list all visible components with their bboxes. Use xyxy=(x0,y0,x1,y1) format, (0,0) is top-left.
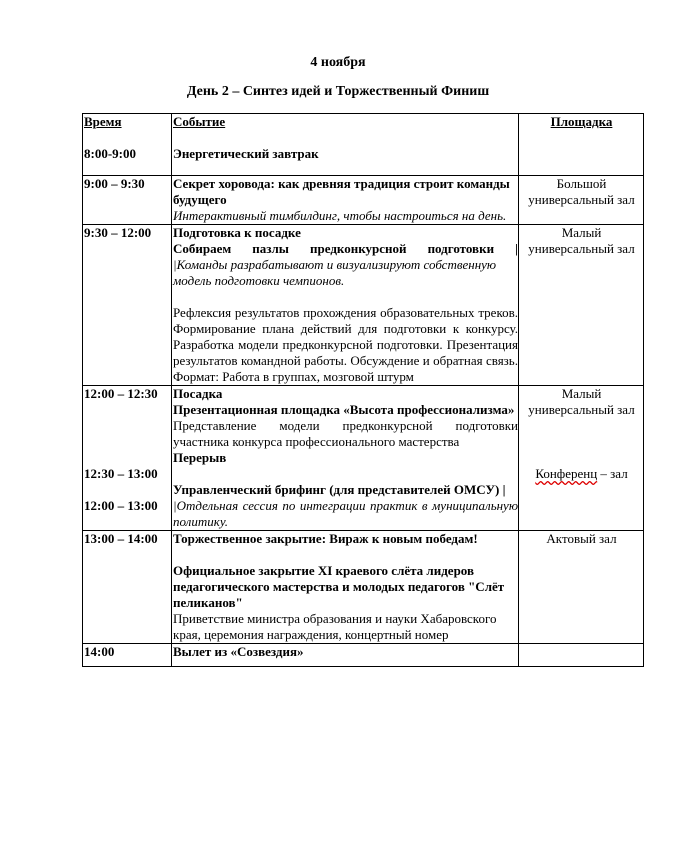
time-label: 9:00 – 9:30 xyxy=(84,176,145,191)
briefing-description: |Отдельная сессия по интеграции практик в муниципальную политику. xyxy=(173,498,518,529)
event-cell xyxy=(172,114,519,176)
event-description: |Команды разрабатывают и визуализируют собственную модель подготовки чемпионов. xyxy=(173,257,497,288)
table-row-breakfast xyxy=(83,114,644,176)
venue-column-header: Площадка xyxy=(550,114,613,129)
event-text: Представление модели предконкурсной подготовки участника конкурса профессионального мастерства xyxy=(173,418,518,449)
time-cell xyxy=(83,176,172,225)
event-subtitle: Официальное закрытие XI краевого слёта лидеров педагогического мастерства и молодых педагогов "Слёт пеликанов" xyxy=(173,563,505,610)
table-row-teambuilding xyxy=(83,176,644,225)
time-label: 9:30 – 12:00 xyxy=(84,225,152,240)
venue-cell: Большой универсальный зал xyxy=(519,176,644,225)
venue-label: Малый универсальный зал xyxy=(528,386,635,417)
table-row-closing xyxy=(83,531,644,644)
venue-cell xyxy=(519,386,644,531)
venue-label xyxy=(520,466,643,482)
table-row-preparation xyxy=(83,225,644,386)
time-cell xyxy=(83,531,172,644)
venue-cell xyxy=(519,644,644,667)
table-row-landing xyxy=(83,386,644,531)
event-column-header: Событие xyxy=(173,114,226,129)
event-cell xyxy=(172,644,519,667)
time-column-header: Время xyxy=(84,114,122,129)
event-title: Энергетический завтрак xyxy=(173,146,319,161)
event-cell xyxy=(172,176,519,225)
event-subtitle: Собираем пазлы предконкурсной подготовки | xyxy=(173,241,518,256)
time-cell xyxy=(83,644,172,667)
event-subtitle: Презентационная площадка «Высота профессионализма» xyxy=(173,402,515,417)
page-date: 4 ноября xyxy=(310,55,366,70)
briefing-title: Управленческий брифинг (для представителей ОМСУ) | xyxy=(173,482,506,497)
time-label: 12:00 – 13:00 xyxy=(84,498,158,513)
event-title: Секрет хоровода: как древняя традиция строит команды будущего xyxy=(173,176,510,207)
event-title: Торжественное закрытие: Вираж к новым победам! xyxy=(173,531,478,546)
time-label: 14:00 xyxy=(84,644,115,659)
time-cell xyxy=(83,225,172,386)
time-cell xyxy=(83,386,172,531)
time-label: 12:30 – 13:00 xyxy=(84,466,158,481)
venue-cell: Малый универсальный зал xyxy=(519,225,644,386)
break-title: Перерыв xyxy=(173,450,227,465)
time-label: 12:00 – 12:30 xyxy=(84,386,158,401)
event-cell xyxy=(172,531,519,644)
event-description: Интерактивный тимбилдинг, чтобы настроиться на день. xyxy=(173,208,507,223)
schedule-table xyxy=(82,113,644,667)
event-title: Посадка xyxy=(173,386,223,401)
time-cell xyxy=(83,114,172,176)
page-title: День 2 – Синтез идей и Торжественный Финиш xyxy=(186,84,490,99)
venue-label-part: Конференц xyxy=(535,466,598,481)
venue-label-part: – зал xyxy=(597,466,628,481)
time-label: 13:00 – 14:00 xyxy=(84,531,158,546)
venue-cell: Актовый зал xyxy=(519,531,644,644)
time-label: 8:00-9:00 xyxy=(84,146,136,161)
event-text: Приветствие министра образования и науки Хабаровского края, церемония награждения, концертный номер xyxy=(173,611,497,642)
event-cell xyxy=(172,225,519,386)
event-title: Вылет из «Созвездия» xyxy=(173,644,304,659)
venue-cell xyxy=(519,114,644,176)
event-title: Подготовка к посадке xyxy=(173,225,301,240)
event-cell xyxy=(172,386,519,531)
table-row-departure xyxy=(83,644,644,667)
event-text: Рефлексия результатов прохождения образовательных треков. Формирование плана действий для подготовки к конкурсу. Разработка модели предконкурсной подготовки. Презентация результатов командной работы. Обсуждение и обратная связь. Формат: Работа в группах, мозговой штурм xyxy=(173,305,518,384)
